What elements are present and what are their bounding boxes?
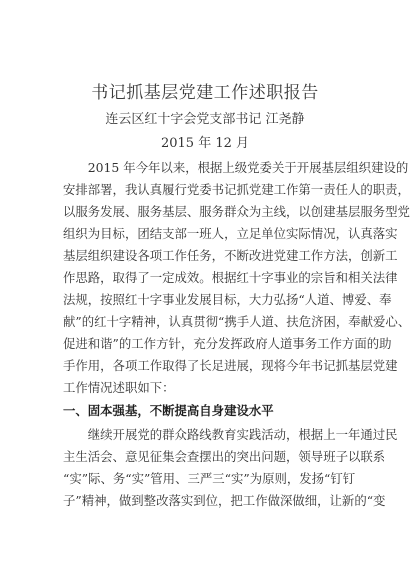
paragraph-1 — [63, 157, 410, 399]
paragraph-line: 以服务发展、服务基层、服务群众为主线，以创建基层服务型党 — [63, 204, 410, 219]
paragraph-line: 基层组织建设各项工作任务，不断改进党建工作方法，创新工 — [63, 248, 398, 263]
paragraph-line: 安排部署，我认真履行党委书记抓党建工作第一责任人的职责， — [63, 182, 410, 197]
paragraph-line: 组织为目标，团结支部一班人，立足单位实际情况，认真落实 — [63, 226, 398, 241]
paragraph-line: 手作用，各项工作取得了长足进展，现将今年书记抓基层党建 — [63, 358, 398, 373]
paragraph-line: 献”的红十字精神，认真贯彻“携手人道、扶危济困，奉献爱心、 — [63, 314, 410, 329]
paragraph-line: 2015 年今年以来，根据上级党委关于开展基层组织建设的 — [63, 160, 409, 175]
paragraph-line: “实”际、务“实”管用、三严三“实”为原则，发扬“钉钉 — [63, 471, 356, 486]
paragraph-line: 继续开展党的群众路线教育实践活动，根据上一年通过民 — [63, 427, 398, 442]
paragraph-line: 法规，按照红十字事业发展目标，大力弘扬“人道、博爱、奉 — [63, 292, 392, 307]
paragraph-line: 工作情况述职如下： — [63, 380, 175, 395]
paragraph-line: 主生活会、意见征集会查摆出的突出问题，领导班子以联系 — [63, 449, 386, 464]
document-author: 连云区红十字会党支部书记 江尧静 — [105, 112, 305, 127]
section-heading-1: 一、固本强基，不断提高自身建设水平 — [63, 403, 274, 418]
paragraph-2 — [63, 424, 398, 512]
document-title: 书记抓基层党建工作述职报告 — [91, 83, 319, 103]
paragraph-line: 作思路，取得了一定成效。根据红十字事业的宗旨和相关法律 — [63, 270, 398, 285]
document-date: 2015 年 12 月 — [160, 136, 250, 151]
paragraph-line: 促进和谐”的工作方针，充分发挥政府人道事务工作方面的助 — [63, 336, 392, 351]
paragraph-line: 子”精神，做到整改落实到位，把工作做深做细，让新的“变 — [63, 493, 386, 508]
